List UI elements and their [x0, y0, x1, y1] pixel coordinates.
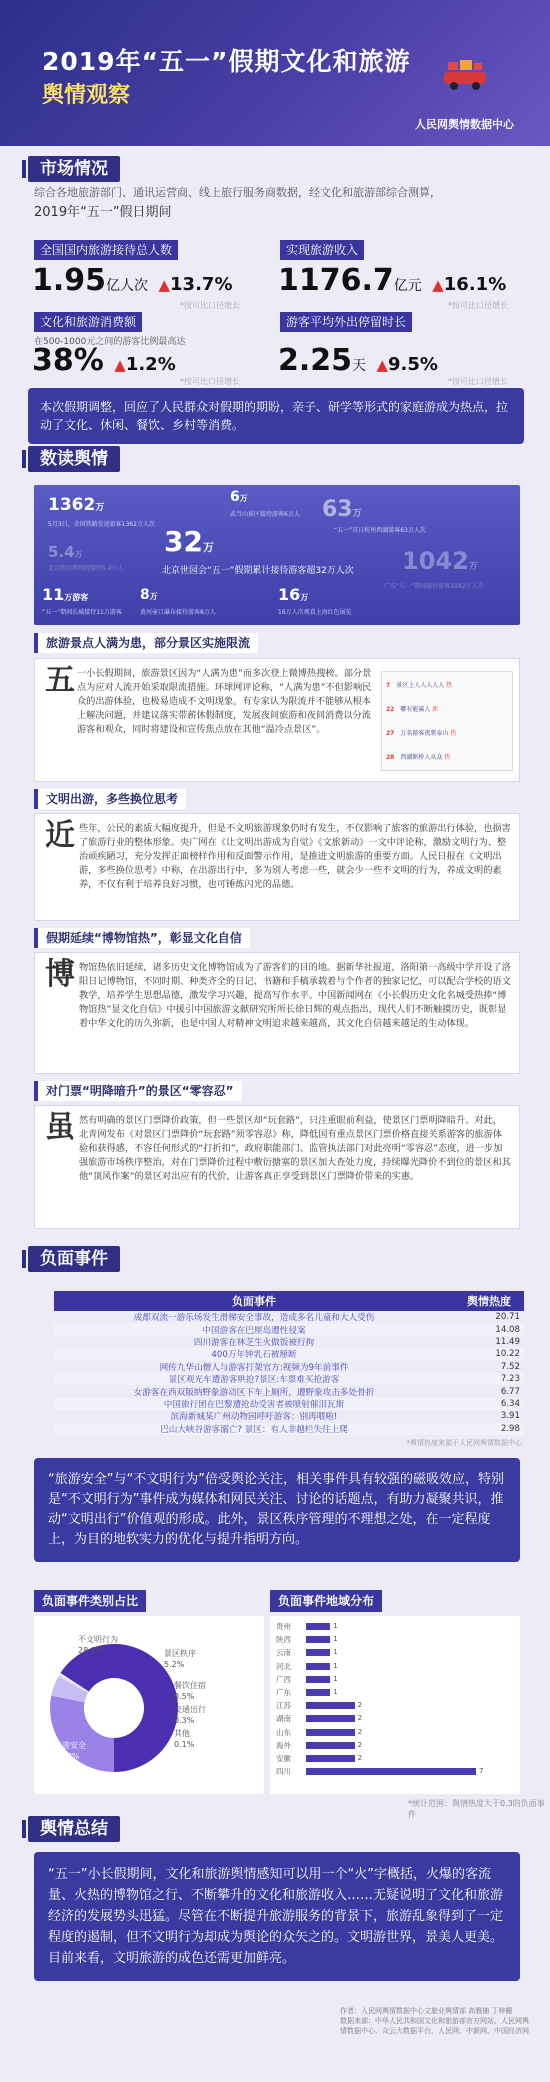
section-title-market: 市场情况 — [28, 156, 120, 182]
article-text: 一小长假期间，旅游景区因为“人满为患”而多次登上微博热搜榜。部分景点为应对人流开始采取限流措施。环球网评论称，“人满为患”不但影响民众的出游体验，也极易造成不文明现象。有专家认为限流并不能够从根本上解决问题，并建议落实带薪休假制度，发展夜间旅游和夜间消费以分流游客和观众，同时将建设和宣传焦点放在其他“温冷点景区”。 — [77, 668, 372, 735]
stat-label-revenue: 实现旅游收入 — [280, 240, 364, 260]
data-num: 11 — [42, 585, 65, 604]
footer-author: 作者：人民网舆情数据中心文旅业舆情部 高雅捕 丁梓睡 — [340, 2007, 513, 2015]
data-unit: 万 — [300, 593, 309, 602]
data-num: 6 — [230, 489, 240, 505]
table-row — [54, 1323, 524, 1335]
stat-note: *按可比口径增长 — [448, 301, 508, 310]
stat-value: 1176.7 — [278, 263, 394, 298]
table-row — [54, 1361, 524, 1373]
weibo-rank: 28 — [386, 754, 395, 761]
pie-label-value: 0.3% — [174, 1716, 195, 1725]
bar-label: 江苏 — [276, 1701, 291, 1711]
pie-label-value: 5.2% — [164, 1660, 185, 1669]
article-head-crowds: 旅游景点人满为患，部分景区实施限流 — [34, 633, 258, 653]
footer-source — [340, 2006, 530, 2036]
weibo-item — [386, 704, 438, 713]
weibo-rank: 22 — [386, 706, 395, 713]
pie-chart-panel — [34, 1616, 264, 1794]
weibo-rank: 27 — [386, 730, 395, 737]
pie-label-value: 65.8% — [54, 1752, 80, 1761]
heat-cell: 3.91 — [500, 1411, 520, 1422]
data-unit: 万 — [202, 541, 214, 554]
data-num: 1362 — [48, 495, 96, 515]
pie-chart — [34, 1616, 264, 1794]
article-text: 然有明确的景区门票降价政策，但一些景区却“玩套路”，只注重眼前利益，使景区门票明降暗升。对此，北青网发布《对景区门票降价“玩套路”须零容忍》称，降低国有重点景区门票价格直接关系游客的旅游体验和获得感，不容任何形式的“打折扣”，政府职能部门、监管执法部门对此亮明“零容忍”态度，进一步加强旅游市场秩序整治，对在门票降价过程中敷衍搪塞的景区加大查处力度，持续曝光降价不到位的景区和其他“顶风作案”的景区对出应有的代价，让游客真正享受到景区门票降价带来的实惠。 — [79, 1115, 511, 1182]
bar-value: 1 — [333, 1648, 338, 1657]
pie-label-name: 餐饮住宿 — [174, 1681, 206, 1690]
column-header-event: 负面事件 — [54, 1291, 454, 1311]
data-item-westlake — [322, 497, 362, 522]
section-title-negative: 负面事件 — [28, 1246, 120, 1272]
data-item-rail — [48, 495, 104, 515]
bar-mark — [306, 1649, 330, 1656]
negative-events-table — [54, 1291, 524, 1435]
dropcap: 近 — [45, 818, 75, 853]
weibo-tag: 热 — [450, 730, 457, 737]
table-row — [54, 1348, 524, 1360]
event-cell: 中国旅行团在巴黎遭抢劫受害者被喷射催泪瓦斯 — [54, 1398, 454, 1410]
section-title-conclusion: 舆情总结 — [28, 1816, 120, 1842]
stat-value: 1.95 — [32, 263, 107, 298]
pie-label-name: 不文明行为 — [78, 1635, 118, 1644]
footer-data-source: 数据来源：中华人民共和国文化和旅游部官方网站、人民网舆情数据中心、众云大数据平台、人民网、中新网、中国经济网 — [340, 2017, 529, 2035]
market-date: 2019年“五一”假日期间 — [34, 205, 172, 220]
data-unit: 万 — [149, 592, 158, 601]
bar-value: 1 — [333, 1688, 338, 1696]
bar-label: 湖南 — [276, 1714, 291, 1724]
stat-note: *按可比口径增长 — [180, 301, 240, 310]
table-note: *舆情热度来源于人民网舆情数据中心 — [406, 1439, 522, 1447]
data-item-greatwall — [42, 585, 88, 604]
event-cell: 女游客在西双版纳野象游动区下车上厕所，遭野象攻击多处骨折 — [133, 1387, 375, 1398]
article-head-tickets: 对门票“明降暗升”的景区“零容忍” — [34, 1081, 242, 1101]
article-card-crowds — [34, 658, 520, 782]
bar-label: 山东 — [276, 1727, 291, 1737]
data-item-shanghai — [278, 585, 308, 604]
stat-change: 16.1% — [443, 274, 507, 295]
event-cell: 400万年钟乳石被掰断 — [54, 1348, 454, 1360]
bar-label: 四川 — [276, 1767, 291, 1777]
data-item-expo — [164, 525, 214, 558]
heat-cell: 6.34 — [454, 1398, 524, 1410]
bar-mark — [306, 1676, 330, 1683]
market-summary: 本次假期调整，回应了人民群众对假期的期盼，亲子、研学等形式的家庭游成为热点，拉动了文化、休闲、餐饮、乡村等消费。 — [28, 388, 524, 444]
event-cell: 巴山大峡谷游客溺亡? 景区：有人非越栏失往上爬 — [54, 1423, 454, 1435]
stat-change: 9.5% — [388, 354, 438, 375]
stat-unit: 亿人次 — [106, 278, 149, 294]
bar-value: 1 — [333, 1674, 338, 1683]
stat-label-visitors: 全国国内旅游接待总人数 — [34, 240, 178, 260]
bar-mark — [306, 1755, 355, 1762]
data-desc: “五一”期间长城接待11万游客 — [42, 609, 122, 616]
data-num: 63 — [322, 497, 353, 522]
bar-chart-note: *统计范围：舆情热度大于0.3的负面事件 — [408, 1799, 545, 1819]
weibo-tag: 新 — [432, 706, 439, 713]
bar-value: 1 — [333, 1622, 338, 1630]
stat-label-consumption: 文化和旅游消费额 — [34, 312, 142, 332]
data-unit: 万游客 — [64, 593, 89, 602]
data-desc: “五一”首日杭州西湖游客63万人次 — [334, 527, 426, 534]
data-desc: 北京世园会“五一”假期累计接待游客超32万人次 — [162, 566, 354, 576]
stat-unit: 天 — [352, 358, 367, 374]
page-title: 2019年“五一”假期文化和旅游 — [42, 47, 411, 76]
stat-revenue — [278, 264, 506, 303]
heat-cell: 2.98 — [454, 1423, 524, 1435]
pie-label-value: 0.1% — [174, 1740, 195, 1749]
bar-value: 2 — [357, 1714, 363, 1723]
stat-change: 13.7% — [170, 274, 233, 295]
heat-cell: 20.71 — [495, 1312, 520, 1323]
event-cell: 滨海新城某广州动物园呼吁游客：别再喂啦! — [170, 1412, 338, 1423]
data-item-hukou — [140, 587, 158, 603]
bar-value: 7 — [479, 1767, 484, 1776]
article-card-tickets — [34, 1105, 520, 1229]
car-luggage-icon — [440, 58, 490, 92]
bar-value: 1 — [333, 1661, 338, 1670]
section-title-data: 数读舆情 — [28, 446, 120, 472]
data-desc: 黄河壶口瀑布接待游客8万人 — [140, 609, 216, 616]
heat-cell: 11.49 — [495, 1336, 520, 1347]
bar-value: 2 — [357, 1754, 363, 1762]
stat-duration — [278, 344, 438, 383]
bar-mark — [306, 1768, 476, 1775]
bar-label: 海外 — [276, 1740, 291, 1750]
pie-chart-title: 负面事件类别占比 — [34, 1590, 146, 1612]
weibo-item — [386, 680, 452, 689]
article-card-civilized — [34, 813, 520, 921]
weibo-text: 西湖断桥人从众 — [400, 754, 443, 761]
pie-label-name: 其他 — [174, 1729, 190, 1738]
data-item-guangdong — [402, 547, 478, 575]
article-text: 些年，公民的素质大幅度提升，但是不文明旅游现象仍时有发生，不仅影响了旅客的旅游出行体验，也损害了旅游行业的整体形象。央广网在《让文明出游成为自觉》《文旅新动》一文中评论称，激励文明行为、整治顽疾陋习，充分发挥正面榜样作用和反面警示作用，是推进文明旅游的重要方面。人民日报在《文明出游，多些换位思考》中称，在出游出行中，多为别人考虑一些，就会少一些不文明的行为，养成文明的素养，不仅有利于培养良好习惯，也可锤炼闪光的品德。 — [79, 823, 511, 890]
data-num: 16 — [278, 585, 301, 604]
stat-note: *按可比口径增长 — [448, 377, 508, 386]
bar-value: 2 — [357, 1701, 363, 1710]
table-row — [54, 1373, 524, 1385]
data-unit: 万 — [239, 494, 248, 503]
event-cell: 四川游客在林芝生火做饭被行拘 — [193, 1337, 315, 1348]
weibo-item — [386, 752, 450, 761]
bar-value: 2 — [357, 1740, 363, 1749]
data-desc: 16万人次观看上海红色展览 — [278, 609, 352, 616]
bar-mark — [306, 1689, 330, 1696]
pie-label-name: 景区秩序 — [164, 1649, 196, 1658]
stat-value: 38% — [32, 343, 104, 378]
publisher-logo: 人民网舆情数据中心 — [415, 118, 514, 131]
negative-summary: “旅游安全”与“不文明行为”倍受舆论关注，相关事件具有较强的磁吸效应，特别是“不文明行为”事件成为媒体和网民关注、讨论的话题点，有助力凝聚共识，推动“文明出行”价值观的形成。此外，景区秩序管理的不理想之处，在一定程度上，为目的地软实力的优化与提升指明方向。 — [34, 1458, 520, 1562]
weibo-text: 哪有能赢人 — [400, 706, 431, 713]
bar-value: 2 — [357, 1727, 363, 1736]
bar-value: 1 — [333, 1635, 338, 1644]
weibo-tag: 热 — [446, 682, 453, 689]
data-num: 5.4 — [48, 543, 75, 561]
bar-label: 安徽 — [276, 1754, 291, 1763]
weibo-rank: 7 — [386, 682, 391, 689]
data-num: 1042 — [402, 547, 469, 575]
heat-cell: 14.08 — [454, 1323, 524, 1335]
table-row — [54, 1410, 524, 1422]
article-card-museum — [34, 952, 520, 1074]
pie-label-value: 0.5% — [174, 1692, 195, 1701]
pie-label-value: 28.1% — [78, 1646, 104, 1655]
bar-chart-panel — [270, 1616, 520, 1794]
table-row — [54, 1423, 524, 1435]
article-head-civilized: 文明出游，多些换位思考 — [34, 789, 186, 809]
pie-label-name: 交通出行 — [174, 1705, 206, 1714]
data-num: 8 — [140, 587, 150, 603]
event-cell: 网传九华山僧人与游客打架官方:视频为9年前事件 — [159, 1362, 349, 1373]
conclusion-text: “五一”小长假期间，文化和旅游舆情感知可以用一个“火”字概括，火爆的客流量、火热的博物馆之行、不断攀升的文化和旅游收入……无疑说明了文化和旅游经济的发展势头迅猛。尽管在不断提升旅游服务的背景下，旅游乱象得到了一定程度的遏制，但不文明行为却成为舆论的众矢之的。文明游世界，景美人更美。目前来看，文明旅游的成色还需更加鲜亮。 — [34, 1852, 520, 1981]
stat-label-duration: 游客平均外出停留时长 — [280, 312, 412, 332]
bar-mark — [306, 1715, 355, 1722]
stat-value: 2.25 — [278, 343, 353, 378]
bar-mark — [306, 1702, 355, 1709]
data-unit: 万 — [468, 562, 478, 572]
bar-mark — [306, 1636, 330, 1643]
stat-change: 1.2% — [125, 354, 176, 375]
bar-mark — [306, 1729, 355, 1736]
article-text: 物馆热依旧延续，诸多历史文化博物馆成为了游客们的目的地。据新华社报道，洛阳第一高级中学开设了洛阳日记博物馆，不同时期、种类齐全的日记、书籍和手稿承载着与个作者的独家记忆，可以配合学校的语文教学，培养学生思想品德，激发学习兴趣，提高写作水平。中国新闻网在《小长假历史文化名城受热捧“博物馆热”显文化自信》中援引中国旅游文献研究所所长徐日辉的观点指出，现代人们不断触摸历史，既彰显着中华文化的历久弥新，也是中国人对精神文明追求越来越高，其文化自信越来越足的生动体现。 — [79, 962, 511, 1029]
bar-mark — [306, 1663, 330, 1670]
data-item-wudang — [230, 489, 248, 505]
bar-chart-title: 负面事件地域分布 — [270, 1590, 382, 1612]
heat-cell: 6.77 — [500, 1386, 520, 1397]
stat-consumption — [32, 344, 176, 382]
page-subtitle: 舆情观察 — [42, 83, 131, 108]
stat-visitors — [32, 264, 232, 303]
weibo-text: 景区上人人人人人 — [396, 682, 445, 689]
bar-mark — [306, 1623, 330, 1630]
table-row — [54, 1336, 524, 1348]
weibo-tag: 热 — [444, 754, 451, 761]
event-cell: 中国游客在巴厘岛遭性侵案 — [54, 1323, 454, 1335]
table-row — [54, 1385, 524, 1397]
arrow-up-icon: ▲ — [432, 276, 444, 294]
table-row — [54, 1398, 524, 1410]
weibo-hot-list — [381, 671, 513, 771]
event-cell: 成都双流一游乐场发生滑梯安全事故，造成多名儿童和大人受伤 — [133, 1313, 375, 1324]
bar-label: 河北 — [276, 1661, 291, 1671]
data-desc: 北京故宫博物院接待5.4万人 — [48, 565, 124, 572]
arrow-up-icon: ▲ — [376, 356, 389, 374]
dropcap: 五 — [45, 663, 75, 698]
dropcap: 博 — [45, 957, 75, 992]
heat-cell: 10.22 — [454, 1348, 524, 1360]
bar-label: 云南 — [276, 1648, 291, 1658]
bar-label: 广东 — [276, 1688, 291, 1697]
bar-mark — [306, 1742, 355, 1749]
event-cell: 景区观光车遭游客哄抢?景区:车票难买抢游客 — [54, 1373, 454, 1385]
pie-label-name: 旅游安全 — [54, 1741, 86, 1750]
data-desc: 武当山景区接待游客6万人 — [230, 511, 300, 518]
bar-label: 贵州 — [276, 1622, 291, 1631]
data-unit: 万 — [74, 550, 83, 559]
column-header-heat: 舆情热度 — [454, 1291, 524, 1311]
dropcap: 虽 — [45, 1110, 75, 1145]
stat-unit: 亿元 — [393, 278, 422, 294]
data-num: 32 — [164, 525, 203, 558]
arrow-up-icon: ▲ — [114, 356, 126, 374]
data-unit: 万 — [95, 503, 105, 513]
table-header-row — [54, 1291, 524, 1311]
data-unit: 万 — [352, 509, 362, 519]
table-row — [54, 1311, 524, 1323]
weibo-item — [386, 728, 456, 737]
page-header — [0, 0, 550, 146]
data-reading-panel — [34, 485, 520, 625]
stat-note: *按可比口径增长 — [180, 377, 240, 386]
data-item-palace — [48, 543, 83, 561]
bar-label: 陕西 — [276, 1635, 291, 1645]
heat-cell: 7.52 — [500, 1361, 520, 1372]
bar-label: 广西 — [276, 1674, 291, 1684]
data-desc: 5月3日，全国铁路发送旅客1362万人次 — [48, 521, 155, 528]
weibo-text: 万名游客夜爬泰山 — [400, 730, 449, 737]
market-intro: 综合各地旅游部门、通讯运营商、线上旅行服务商数据，经文化和旅游部综合测算， — [34, 186, 441, 199]
stat-sub: 在500-1000元之间的游客比例最高达 — [34, 337, 186, 347]
arrow-up-icon: ▲ — [158, 276, 171, 294]
article-head-museum: 假期延续“博物馆热”，彰显文化自信 — [34, 928, 250, 948]
data-desc: 广东“五一”期间接待游客1042万人次 — [384, 583, 484, 590]
heat-cell: 7.23 — [454, 1373, 524, 1385]
